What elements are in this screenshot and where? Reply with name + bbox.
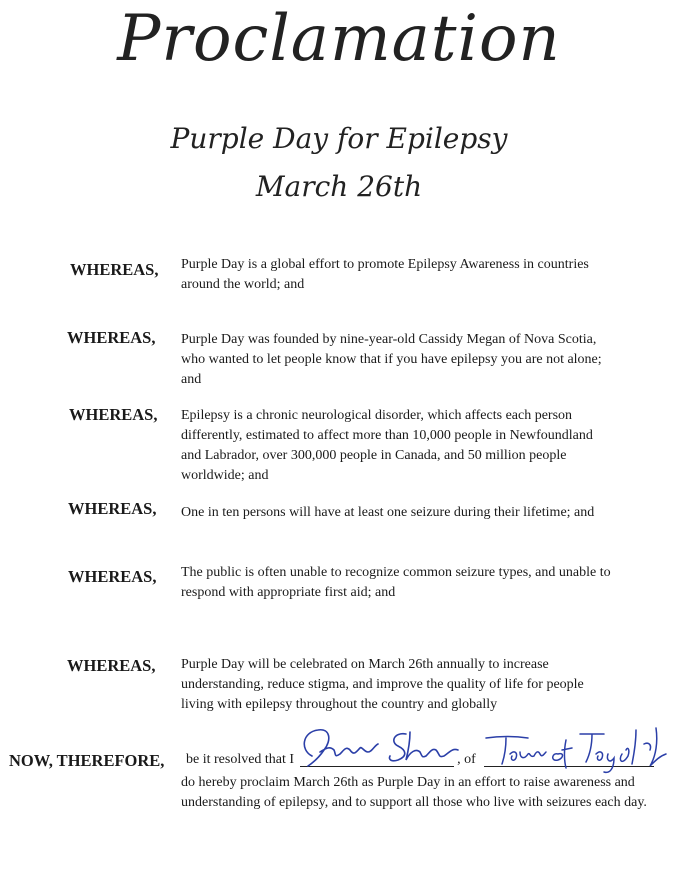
clause-label: WHEREAS, bbox=[68, 567, 157, 586]
clause-text: One in ten persons will have at least one seizure during their lifetime; and bbox=[181, 505, 595, 520]
clause-text: Purple Day is a global effort to promote Epilepsy Awareness in countries around the world; and bbox=[181, 257, 589, 292]
clause-text: Purple Day will be celebrated on March 26th annually to increase understanding, reduce stigma, and improve the quality of life for people living with epilepsy throughout the country and globally bbox=[181, 657, 584, 712]
handwritten-signature-name bbox=[294, 722, 466, 772]
document-subtitle: Purple Day for Epilepsy bbox=[170, 122, 508, 155]
resolution-label: NOW, THEREFORE, bbox=[9, 751, 165, 770]
resolution-of: , of bbox=[457, 752, 476, 767]
clause-label: WHEREAS, bbox=[67, 328, 156, 347]
resolution-text: do hereby proclaim March 26th as Purple Day in an effort to raise awareness and understanding of epilepsy, and to support all those who live with seizures each day. bbox=[181, 775, 647, 810]
resolution-lead: be it resolved that I bbox=[186, 752, 295, 767]
document-title: Proclamation bbox=[117, 2, 561, 76]
clause-text: Purple Day was founded by nine-year-old Cassidy Megan of Nova Scotia, who wanted to let people know that if you have epilepsy you are not alone; and bbox=[181, 332, 602, 387]
clause-label: WHEREAS, bbox=[70, 260, 159, 279]
clause-label: WHEREAS, bbox=[67, 656, 156, 675]
document-date: March 26th bbox=[255, 170, 423, 203]
signature-name-text bbox=[310, 748, 386, 764]
clause-label: WHEREAS, bbox=[68, 499, 157, 518]
clause-text: Epilepsy is a chronic neurological disorder, which affects each person differently, estimated to affect more than 10,000 people in Newfoundland and Labrador, over 300,000 people in Canada, and 50 million people worldwide; and bbox=[181, 408, 593, 483]
clause-label: WHEREAS, bbox=[69, 405, 158, 424]
clause-text: The public is often unable to recognize common seizure types, and unable to respond with appropriate first aid; and bbox=[181, 565, 611, 600]
signature-town-text bbox=[490, 748, 607, 764]
